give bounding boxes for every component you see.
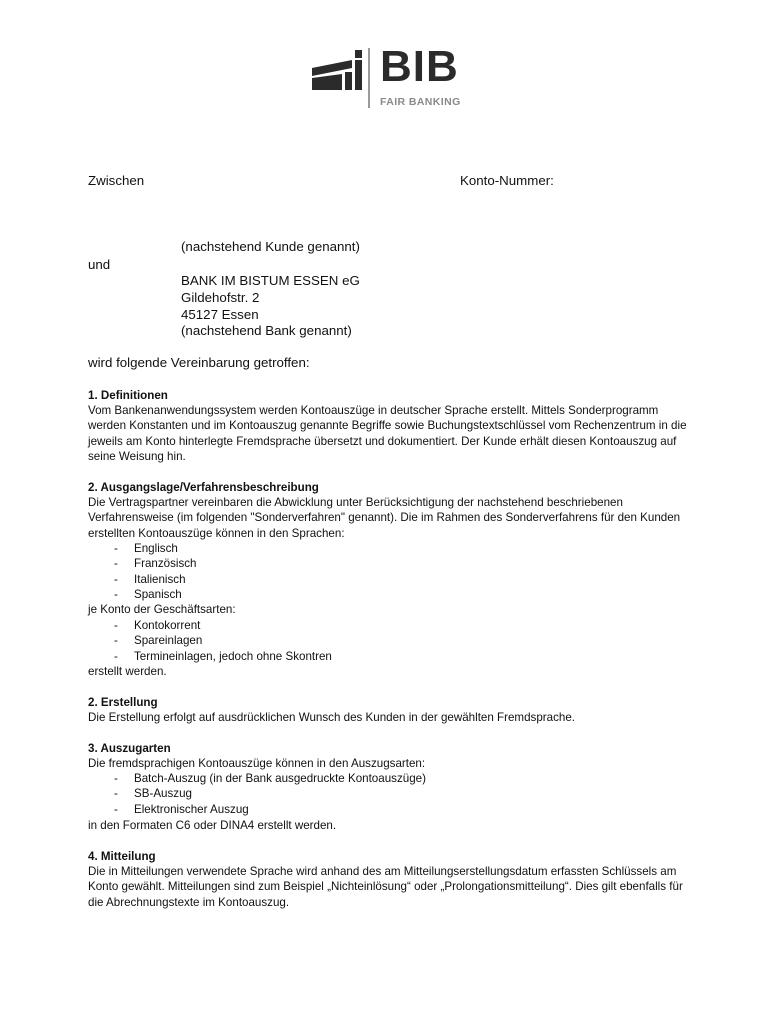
statement-type-list: [114, 771, 426, 817]
list-item: - Italienisch: [114, 572, 186, 586]
language-list: [114, 541, 197, 603]
list-item: - Englisch: [114, 542, 178, 555]
section-creation-title: 2. Erstellung: [88, 696, 158, 709]
section-statement-types-title: 3. Auszugarten: [88, 742, 171, 755]
section-notice-title: 4. Mitteilung: [88, 850, 156, 863]
section-definitions-title: 1. Definitionen: [88, 389, 168, 402]
agreement-intro: wird folgende Vereinbarung getroffen:: [88, 355, 310, 370]
per-account-label: je Konto der Geschäftsarten:: [88, 603, 236, 616]
between-label: Zwischen: [88, 173, 145, 188]
section-statement-types-body: Die fremdsprachigen Kontoauszüge können in den Auszugsarten:: [88, 757, 426, 770]
logo-wordmark: BIB: [380, 42, 459, 91]
bank-city: 45127 Essen: [181, 307, 259, 322]
section-notice-body: Die in Mitteilungen verwendete Sprache wird anhand des am Mitteilungserstellungsdatum erfassten Schlüssels am Konto gewählt. Mitteilungen sind zum Beispiel „Nichteinlösung“ oder „Prolongationsmitteilung“. Dies gilt ebenfalls für die Abrechnungstexte im Kontoauszug.: [88, 865, 683, 909]
list-item: - Elektronischer Auszug: [114, 802, 249, 816]
logo-tagline: FAIR BANKING: [380, 96, 461, 108]
section-initial-closing: erstellt werden.: [88, 665, 167, 678]
section-definitions-body: Vom Bankenanwendungssystem werden Kontoauszüge in deutscher Sprache erstellt. Mittels Sonderprogramm werden Konstanten und im Kontoauszug genannte Begriffe sowie Buchungstextschlüssel vom Rechenzentrum in die jeweils am Konto hinterlegte Fremdsprache übersetzt und dokumentiert. Der Kunde erhält diesen Kontoauszug auf seine Weisung hin.: [88, 404, 687, 464]
list-item: - Spareinlagen: [114, 634, 203, 648]
bib-logo: [312, 42, 462, 112]
section-initial-title: 2. Ausgangslage/Verfahrensbeschreibung: [88, 481, 319, 494]
section-statement-types-closing: in den Formaten C6 oder DINA4 erstellt werden.: [88, 819, 337, 832]
account-number-label: Konto-Nummer:: [460, 173, 554, 188]
list-item: - SB-Auszug: [114, 787, 192, 801]
list-item: - Spanisch: [114, 588, 182, 602]
bib-logo-mark: [312, 48, 372, 108]
list-item: - Kontokorrent: [114, 619, 201, 632]
bank-street: Gildehofstr. 2: [181, 290, 260, 305]
section-creation-body: Die Erstellung erfolgt auf ausdrücklichen Wunsch des Kunden in der gewählten Fremdsprache.: [88, 711, 575, 724]
account-type-list: [114, 618, 332, 664]
list-item: - Termineinlagen, jedoch ohne Skontren: [114, 649, 332, 663]
list-item: - Batch-Auszug (in der Bank ausgedruckte Kontoauszüge): [114, 772, 426, 785]
customer-note: (nachstehend Kunde genannt): [181, 239, 360, 254]
bank-note: (nachstehend Bank genannt): [181, 323, 352, 338]
and-label: und: [88, 257, 111, 272]
bank-name: BANK IM BISTUM ESSEN eG: [181, 273, 360, 288]
list-item: - Französisch: [114, 557, 197, 571]
section-initial-body: Die Vertragspartner vereinbaren die Abwicklung unter Berücksichtigung der nachstehend beschriebenen Verfahrensweise (im folgenden "Sonderverfahren" genannt). Die im Rahmen des Sonderverfahrens für den Kunden erstellten Kontoauszüge können in den Sprachen:: [88, 496, 681, 540]
